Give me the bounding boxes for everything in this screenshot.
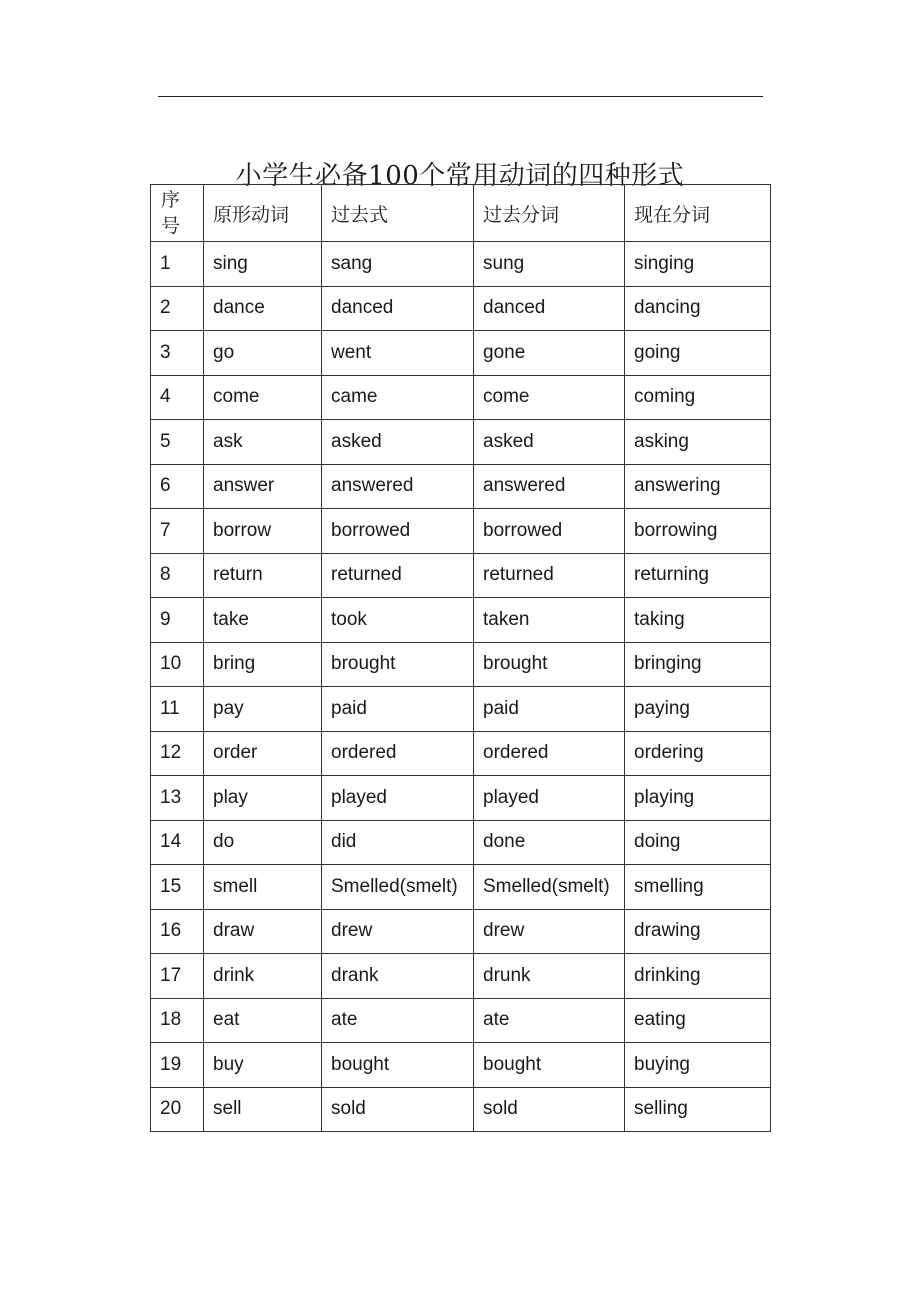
cell-number: 20	[151, 1087, 204, 1132]
cell-past-tense: asked	[322, 420, 474, 465]
cell-number: 5	[151, 420, 204, 465]
cell-base-form: buy	[204, 1043, 322, 1088]
cell-past-participle: gone	[474, 331, 625, 376]
cell-past-tense: drank	[322, 954, 474, 999]
cell-past-tense: came	[322, 375, 474, 420]
cell-present-participle: taking	[625, 598, 771, 643]
table-row	[151, 909, 771, 954]
table-row	[151, 598, 771, 643]
cell-base-form: dance	[204, 286, 322, 331]
table-row	[151, 865, 771, 910]
cell-present-participle: drawing	[625, 909, 771, 954]
cell-number: 12	[151, 731, 204, 776]
cell-past-tense: sang	[322, 242, 474, 287]
table-body	[151, 242, 771, 1132]
cell-present-participle: eating	[625, 998, 771, 1043]
cell-past-participle: brought	[474, 642, 625, 687]
cell-present-participle: asking	[625, 420, 771, 465]
cell-number: 6	[151, 464, 204, 509]
cell-past-participle: come	[474, 375, 625, 420]
cell-present-participle: smelling	[625, 865, 771, 910]
cell-past-participle: danced	[474, 286, 625, 331]
cell-past-participle: returned	[474, 553, 625, 598]
cell-past-tense: drew	[322, 909, 474, 954]
cell-past-tense: Smelled(smelt)	[322, 865, 474, 910]
cell-past-tense: danced	[322, 286, 474, 331]
table-row	[151, 420, 771, 465]
cell-past-tense: paid	[322, 687, 474, 732]
cell-base-form: bring	[204, 642, 322, 687]
cell-present-participle: singing	[625, 242, 771, 287]
cell-past-tense: brought	[322, 642, 474, 687]
cell-base-form: return	[204, 553, 322, 598]
cell-present-participle: going	[625, 331, 771, 376]
cell-number: 10	[151, 642, 204, 687]
table-row	[151, 286, 771, 331]
cell-past-participle: drew	[474, 909, 625, 954]
table-row	[151, 464, 771, 509]
cell-past-tense: answered	[322, 464, 474, 509]
header-past-tense: 过去式	[322, 185, 474, 242]
cell-present-participle: drinking	[625, 954, 771, 999]
cell-past-tense: took	[322, 598, 474, 643]
cell-base-form: sing	[204, 242, 322, 287]
table-row	[151, 687, 771, 732]
cell-base-form: come	[204, 375, 322, 420]
cell-present-participle: doing	[625, 820, 771, 865]
cell-present-participle: dancing	[625, 286, 771, 331]
table-row	[151, 1043, 771, 1088]
table-row	[151, 242, 771, 287]
cell-base-form: take	[204, 598, 322, 643]
cell-past-tense: bought	[322, 1043, 474, 1088]
cell-base-form: order	[204, 731, 322, 776]
cell-base-form: do	[204, 820, 322, 865]
cell-base-form: pay	[204, 687, 322, 732]
verb-forms-table	[150, 184, 771, 1132]
cell-number: 9	[151, 598, 204, 643]
cell-past-participle: ordered	[474, 731, 625, 776]
table-row	[151, 553, 771, 598]
cell-base-form: play	[204, 776, 322, 821]
cell-number: 8	[151, 553, 204, 598]
cell-past-participle: borrowed	[474, 509, 625, 554]
cell-present-participle: ordering	[625, 731, 771, 776]
cell-number: 1	[151, 242, 204, 287]
cell-past-tense: ordered	[322, 731, 474, 776]
header-past-participle: 过去分词	[474, 185, 625, 242]
header-rule	[158, 96, 763, 97]
cell-present-participle: coming	[625, 375, 771, 420]
cell-number: 4	[151, 375, 204, 420]
cell-base-form: sell	[204, 1087, 322, 1132]
cell-past-tense: ate	[322, 998, 474, 1043]
cell-present-participle: answering	[625, 464, 771, 509]
cell-base-form: answer	[204, 464, 322, 509]
table-row	[151, 820, 771, 865]
cell-number: 11	[151, 687, 204, 732]
cell-present-participle: playing	[625, 776, 771, 821]
cell-present-participle: buying	[625, 1043, 771, 1088]
cell-past-tense: played	[322, 776, 474, 821]
table-row	[151, 731, 771, 776]
cell-past-tense: borrowed	[322, 509, 474, 554]
cell-number: 13	[151, 776, 204, 821]
header-number: 序号	[151, 185, 204, 242]
cell-past-participle: sung	[474, 242, 625, 287]
cell-present-participle: selling	[625, 1087, 771, 1132]
cell-base-form: borrow	[204, 509, 322, 554]
cell-number: 18	[151, 998, 204, 1043]
cell-number: 3	[151, 331, 204, 376]
cell-number: 16	[151, 909, 204, 954]
cell-past-participle: paid	[474, 687, 625, 732]
cell-past-participle: taken	[474, 598, 625, 643]
cell-past-participle: Smelled(smelt)	[474, 865, 625, 910]
cell-past-participle: bought	[474, 1043, 625, 1088]
cell-past-tense: went	[322, 331, 474, 376]
cell-base-form: smell	[204, 865, 322, 910]
cell-number: 7	[151, 509, 204, 554]
header-base-form: 原形动词	[204, 185, 322, 242]
table-row	[151, 954, 771, 999]
cell-past-tense: did	[322, 820, 474, 865]
cell-present-participle: returning	[625, 553, 771, 598]
cell-past-participle: sold	[474, 1087, 625, 1132]
cell-number: 15	[151, 865, 204, 910]
cell-number: 19	[151, 1043, 204, 1088]
table-row	[151, 1087, 771, 1132]
table-row	[151, 998, 771, 1043]
cell-number: 17	[151, 954, 204, 999]
cell-base-form: go	[204, 331, 322, 376]
cell-present-participle: bringing	[625, 642, 771, 687]
cell-base-form: ask	[204, 420, 322, 465]
cell-number: 2	[151, 286, 204, 331]
cell-base-form: drink	[204, 954, 322, 999]
page-title: 小学生必备100个常用动词的四种形式	[235, 161, 685, 192]
table-row	[151, 331, 771, 376]
cell-past-participle: ate	[474, 998, 625, 1043]
cell-base-form: draw	[204, 909, 322, 954]
table-row	[151, 776, 771, 821]
cell-present-participle: borrowing	[625, 509, 771, 554]
cell-past-participle: played	[474, 776, 625, 821]
cell-past-participle: asked	[474, 420, 625, 465]
cell-present-participle: paying	[625, 687, 771, 732]
cell-past-participle: drunk	[474, 954, 625, 999]
table-row	[151, 375, 771, 420]
cell-base-form: eat	[204, 998, 322, 1043]
table-header-row	[151, 185, 771, 242]
cell-past-participle: done	[474, 820, 625, 865]
cell-past-tense: sold	[322, 1087, 474, 1132]
table-row	[151, 509, 771, 554]
cell-past-tense: returned	[322, 553, 474, 598]
table-row	[151, 642, 771, 687]
cell-number: 14	[151, 820, 204, 865]
cell-past-participle: answered	[474, 464, 625, 509]
header-present-participle: 现在分词	[625, 185, 771, 242]
